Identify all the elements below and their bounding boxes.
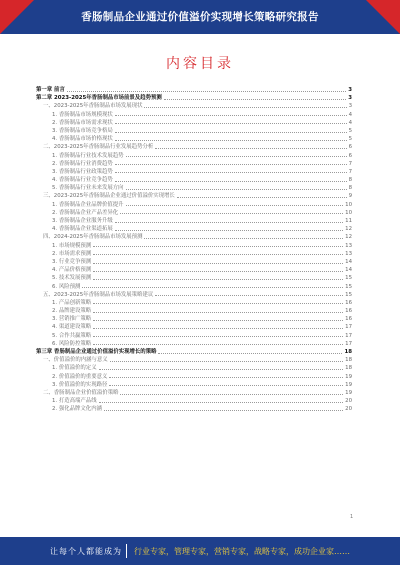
toc-leader-dots [110, 361, 343, 362]
footer-tagline: 行业专家，管理专家，营销专家，战略专家，成功企业家…… [134, 547, 350, 556]
toc-entry-page: 12 [345, 234, 352, 241]
toc-leader-dots [93, 328, 343, 329]
header-right-accent [366, 0, 400, 34]
toc-entry-page: 16 [345, 299, 352, 306]
toc-entry-page: 19 [345, 389, 352, 396]
toc-entry[interactable] [36, 299, 352, 307]
toc-entry[interactable] [36, 397, 352, 405]
toc-entry-page: 18 [344, 349, 352, 355]
toc-entry-page: 12 [345, 226, 352, 233]
toc-entry-page: 4 [348, 111, 352, 118]
toc-leader-dots [115, 222, 343, 223]
toc-entry[interactable] [36, 364, 352, 372]
page-number: 1 [350, 514, 354, 520]
toc-entry[interactable] [36, 233, 352, 241]
toc-entry-title: 5. 香肠制品行业未来发展方向 [52, 185, 124, 192]
toc-leader-dots [93, 271, 343, 272]
toc-entry-title: 3. 香肠制品行业政策趋势 [52, 168, 113, 175]
toc-entry-title: 第二章 2023-2025年香肠制品市场前景及趋势预测 [36, 95, 162, 102]
toc-entry-title: 一、2023-2025年香肠制品市场发展现状 [43, 103, 143, 110]
toc-leader-dots [120, 394, 343, 395]
toc-entry-title: 1. 打造高端产品线 [52, 398, 97, 405]
toc-entry-title: 2. 香肠制品企业产品差异化 [52, 209, 119, 216]
toc-entry-title: 4. 香肠制品市场价格现状 [52, 136, 113, 143]
toc-leader-dots [93, 336, 343, 337]
toc-entry-title: 5. 技术发展预测 [52, 275, 92, 282]
toc-leader-dots [158, 353, 342, 354]
toc-entry-title: 第三章 香肠制品企业通过价值溢价实现增长的策略 [36, 349, 157, 355]
toc-entry[interactable] [36, 209, 352, 217]
toc-entry-title: 1. 市场规模预测 [52, 242, 92, 249]
toc-entry-page: 6 [348, 152, 352, 159]
toc-entry-page: 15 [345, 283, 352, 290]
toc-leader-dots [115, 132, 347, 133]
toc-entry-page: 16 [345, 316, 352, 323]
toc-entry-page: 17 [345, 340, 352, 347]
toc-entry-page: 17 [345, 324, 352, 331]
toc-entry[interactable] [36, 291, 352, 299]
toc-entry[interactable] [36, 176, 352, 184]
toc-entry-page: 16 [345, 308, 352, 315]
toc-entry[interactable] [36, 340, 352, 348]
toc-leader-dots [126, 189, 347, 190]
toc-entry[interactable] [36, 274, 352, 282]
toc-entry[interactable] [36, 283, 352, 291]
toc-entry-page: 5 [348, 136, 352, 143]
toc-entry-title: 第一章 前言 [36, 87, 65, 93]
toc-entry-page: 20 [345, 398, 352, 405]
toc-entry-page: 10 [345, 209, 352, 216]
toc-entry[interactable] [36, 315, 352, 323]
toc-leader-dots [164, 99, 346, 100]
toc-leader-dots [115, 230, 343, 231]
toc-entry-page: 5 [348, 127, 352, 134]
toc-entry-page: 17 [345, 332, 352, 339]
toc-entry-title: 3. 香肠制品市场竞争格局 [52, 127, 113, 134]
footer-slogan: 让每个人都能成为 [50, 547, 122, 556]
toc-entry-page: 10 [345, 201, 352, 208]
toc-entry[interactable] [36, 348, 352, 356]
toc-entry-title: 2. 市场需求预测 [52, 250, 92, 257]
toc-entry[interactable] [36, 242, 352, 250]
toc-entry-page: 6 [348, 144, 352, 151]
toc-leader-dots [93, 263, 343, 264]
toc-entry[interactable] [36, 356, 352, 364]
toc-leader-dots [93, 246, 343, 247]
toc-entry[interactable] [36, 307, 352, 315]
toc-entry-page: 7 [348, 168, 352, 175]
toc-entry-page: 15 [345, 291, 352, 298]
toc-entry[interactable] [36, 102, 352, 110]
toc-entry-title: 6. 风险预测 [52, 283, 81, 290]
toc-entry-title: 4. 香肠制品企业渠道拓展 [52, 226, 113, 233]
toc-entry-page: 3 [348, 103, 352, 110]
toc-entry-page: 11 [345, 218, 352, 224]
toc-leader-dots [93, 303, 343, 304]
toc-entry[interactable] [36, 405, 352, 413]
toc-entry-title: 4. 产品价格预测 [52, 267, 92, 274]
toc-entry-page: 8 [348, 177, 352, 184]
toc-entry[interactable] [36, 258, 352, 266]
toc-entry[interactable] [36, 127, 352, 135]
toc-leader-dots [104, 410, 343, 411]
toc-entry[interactable] [36, 381, 352, 389]
toc-entry[interactable] [36, 94, 352, 102]
toc-leader-dots [99, 402, 344, 403]
toc-entry-title: 2. 香肠制品市场需求现状 [52, 119, 113, 126]
toc-leader-dots [115, 164, 347, 165]
toc-entry[interactable] [36, 86, 352, 94]
toc-entry-page: 20 [345, 406, 352, 413]
toc-heading: 内容目录 [166, 56, 234, 72]
footer-separator [126, 544, 127, 558]
toc-entry-title: 1. 产品创新策略 [52, 299, 92, 306]
toc-entry-page: 14 [345, 267, 352, 274]
toc-leader-dots [115, 140, 347, 141]
toc-leader-dots [93, 320, 343, 321]
toc-entry-title: 4. 香肠制品行业竞争趋势 [52, 177, 113, 184]
toc-entry[interactable] [36, 135, 352, 143]
toc-entry-title: 3. 营销推广策略 [52, 316, 92, 323]
toc-entry[interactable] [36, 160, 352, 168]
toc-leader-dots [93, 312, 343, 313]
toc-entry[interactable] [36, 184, 352, 192]
report-title: 香肠制品企业通过价值溢价实现增长策略研究报告 [81, 11, 319, 23]
toc-leader-dots [82, 287, 343, 288]
toc-leader-dots [144, 107, 346, 108]
toc-leader-dots [93, 344, 343, 345]
toc-entry-page: 8 [348, 185, 352, 192]
toc-entry-page: 7 [348, 160, 352, 167]
toc-entry-page: 9 [348, 193, 352, 200]
toc-entry-page: 14 [345, 258, 352, 265]
footer-banner [0, 537, 400, 565]
toc-entry-title: 1. 价值溢价的定义 [52, 365, 97, 372]
toc-entry[interactable] [36, 152, 352, 160]
toc-leader-dots [115, 123, 347, 124]
toc-entry[interactable] [36, 111, 352, 119]
toc-entry-title: 1. 香肠制品行业技术发展趋势 [52, 152, 124, 159]
toc-leader-dots [115, 172, 347, 173]
toc-entry-page: 18 [345, 365, 352, 372]
toc-entry-page: 13 [345, 242, 352, 249]
toc-entry-page: 4 [348, 119, 352, 126]
toc-entry[interactable] [36, 119, 352, 127]
toc-entry-title: 1. 香肠制品市场规模现状 [52, 111, 113, 118]
toc-entry-page: 3 [348, 87, 352, 93]
toc-leader-dots [144, 238, 343, 239]
toc-entry-title: 四、2024-2025年香肠制品市场发展预测 [43, 234, 143, 241]
toc-entry-title: 3. 价值溢价的实现路径 [52, 381, 108, 388]
toc-leader-dots [126, 205, 344, 206]
toc-leader-dots [109, 377, 343, 378]
toc-leader-dots [67, 91, 346, 92]
toc-leader-dots [115, 181, 347, 182]
toc-entry[interactable] [36, 332, 352, 340]
toc-entry-title: 2. 强化品牌文化内涵 [52, 406, 102, 413]
toc-entry-title: 4. 渠道建设策略 [52, 324, 92, 331]
toc-leader-dots [155, 148, 346, 149]
toc-entry[interactable] [36, 143, 352, 151]
toc-entry[interactable] [36, 373, 352, 381]
toc-entry-title: 5. 合作共赢策略 [52, 332, 92, 339]
toc-entry-title: 3. 行业竞争预测 [52, 258, 92, 265]
toc-leader-dots [109, 385, 343, 386]
toc-leader-dots [155, 295, 343, 296]
toc-leader-dots [115, 115, 347, 116]
toc-entry-page: 18 [345, 357, 352, 364]
toc-leader-dots [93, 279, 343, 280]
toc-entry[interactable] [36, 389, 352, 397]
toc-entry-page: 19 [345, 381, 352, 388]
toc-entry-title: 五、2023-2025年香肠制品市场发展策略建议 [43, 291, 154, 298]
toc-entry[interactable] [36, 250, 352, 258]
toc-entry-title: 二、2023-2025年香肠制品行业发展趋势分析 [43, 144, 154, 151]
toc-leader-dots [93, 254, 343, 255]
table-of-contents [36, 86, 352, 414]
toc-entry-title: 6. 风险防控策略 [52, 340, 92, 347]
toc-entry-title: 3. 香肠制品企业服务升级 [52, 218, 113, 224]
toc-entry-page: 15 [345, 275, 352, 282]
toc-entry-title: 2. 品牌建设策略 [52, 308, 92, 315]
toc-entry-title: 1. 香肠制品企业品牌价值提升 [52, 201, 124, 208]
toc-entry-page: 3 [348, 95, 352, 102]
toc-entry-page: 19 [345, 373, 352, 380]
toc-entry[interactable] [36, 217, 352, 225]
toc-entry[interactable] [36, 168, 352, 176]
header-banner [0, 0, 400, 34]
toc-leader-dots [177, 197, 347, 198]
toc-entry-page: 13 [345, 250, 352, 257]
toc-entry-title: 二、香肠制品企业价值溢价策略 [43, 389, 119, 396]
toc-entry-title: 2. 香肠制品行业消费趋势 [52, 160, 113, 167]
toc-entry[interactable] [36, 192, 352, 200]
toc-leader-dots [126, 156, 347, 157]
toc-entry-title: 一、价值溢价的内涵与意义 [43, 357, 108, 364]
toc-entry[interactable] [36, 323, 352, 331]
toc-leader-dots [120, 213, 343, 214]
toc-entry[interactable] [36, 201, 352, 209]
toc-leader-dots [99, 369, 344, 370]
toc-entry[interactable] [36, 225, 352, 233]
toc-entry-title: 三、2023-2025年香肠制品企业通过价值溢价实现增长 [43, 193, 175, 200]
toc-entry-title: 2. 价值溢价的重要意义 [52, 373, 108, 380]
header-left-accent [0, 0, 34, 34]
toc-entry[interactable] [36, 266, 352, 274]
